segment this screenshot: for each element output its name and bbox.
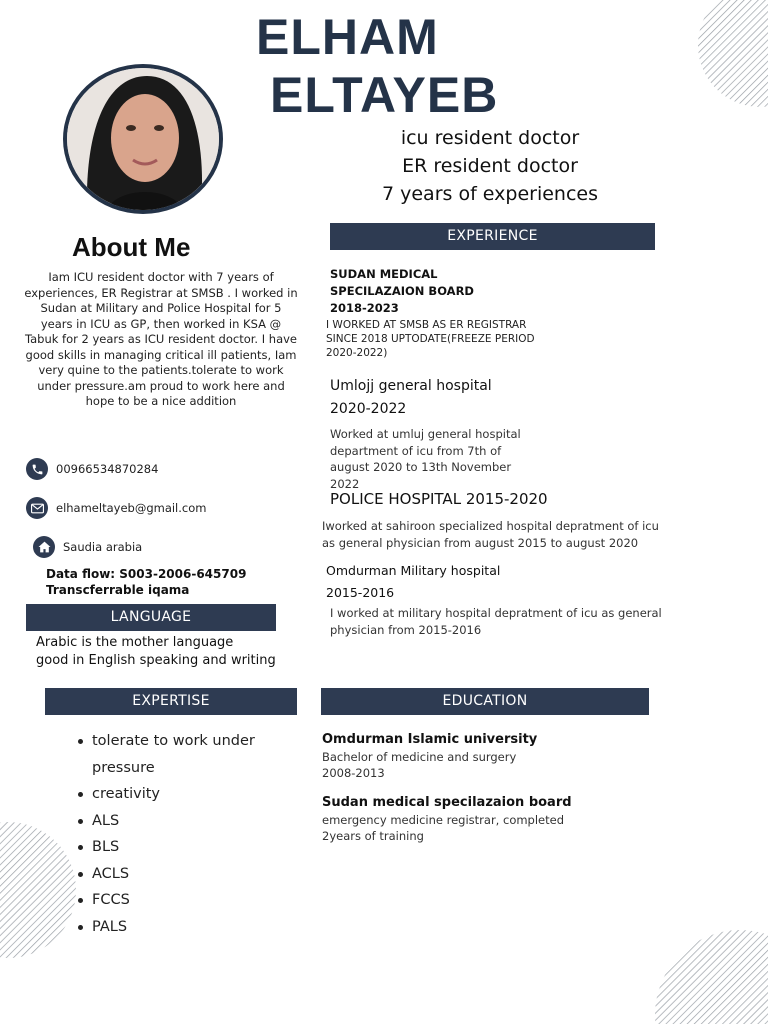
list-item: ALS xyxy=(78,808,272,835)
tagline-line-2: ER resident doctor xyxy=(402,155,578,177)
job-title: POLICE HOSPITAL 2015-2020 xyxy=(330,490,548,508)
edu-years: 2008-2013 xyxy=(322,766,385,780)
phone-number: 00966534870284 xyxy=(56,462,159,476)
language-heading: LANGUAGE xyxy=(26,604,276,631)
first-name: ELHAM xyxy=(256,9,439,65)
job-years: 2015-2016 xyxy=(326,585,395,600)
language-line-1: Arabic is the mother language xyxy=(36,635,234,650)
edu-org: Sudan medical specilazaion board xyxy=(322,795,572,810)
contact-email xyxy=(26,497,206,519)
contact-location xyxy=(33,536,142,558)
education-entry xyxy=(322,731,537,781)
list-item: FCCS xyxy=(78,887,272,914)
page-title xyxy=(256,8,498,124)
language-text xyxy=(36,634,276,670)
job-org: Omdurman Military hospital xyxy=(326,563,501,578)
list-item: PALS xyxy=(78,914,272,941)
job-smsb-desc: I WORKED AT SMSB AS ER REGISTRAR SINCE 2018 UPTODATE(FREEZE PERIOD 2020-2022) xyxy=(326,319,535,359)
about-title: About Me xyxy=(72,232,191,262)
job-military-desc: I worked at military hospital depratment of icu as general physician from 2015-2016 xyxy=(330,606,662,637)
experience-heading: EXPERIENCE xyxy=(330,223,655,250)
tagline-line-3: 7 years of experiences xyxy=(381,183,598,205)
edu-degree: Bachelor of medicine and surgery xyxy=(322,750,517,764)
home-icon xyxy=(33,536,55,558)
list-item: BLS xyxy=(78,834,272,861)
profile-photo xyxy=(63,64,223,214)
edu-desc: emergency medicine registrar, completed xyxy=(322,813,565,827)
job-org: Umlojj general hospital xyxy=(330,378,492,394)
data-flow: Data flow: S003-2006-645709 xyxy=(46,567,247,581)
job-org: SUDAN MEDICAL xyxy=(330,267,438,281)
job-umluj xyxy=(330,376,521,492)
job-police-desc: Iworked at sahiroon specialized hospital depratment of icu as general physician from august 2015 to august 2020 xyxy=(322,519,659,550)
tagline-line-1: icu resident doctor xyxy=(400,127,580,149)
expertise-list xyxy=(78,728,272,940)
edu-org: Omdurman Islamic university xyxy=(322,732,538,747)
iqama: Transcferrable iqama xyxy=(46,583,190,597)
job-desc: Worked at umluj general hospital department of icu from 7th of august 2020 to 13th November 2022 xyxy=(330,427,521,491)
decorative-circle-top-right xyxy=(690,0,768,110)
list-item: creativity xyxy=(78,781,272,808)
expertise-heading: EXPERTISE xyxy=(45,688,297,715)
education-heading: EDUCATION xyxy=(321,688,649,715)
list-item: tolerate to work under pressure xyxy=(78,728,272,781)
job-org: SPECILAZAION BOARD xyxy=(330,284,474,298)
email-address[interactable]: elhameltayeb@gmail.com xyxy=(56,501,207,515)
job-years: 2020-2022 xyxy=(330,401,407,417)
decorative-circle-bottom-right xyxy=(640,915,768,1024)
language-line-2: good in English speaking and writing xyxy=(36,653,276,668)
edu-desc: 2years of training xyxy=(322,829,424,843)
location-text: Saudia arabia xyxy=(63,540,143,554)
job-years: 2018-2023 xyxy=(330,301,399,315)
job-military xyxy=(326,562,500,602)
list-item: ACLS xyxy=(78,861,272,888)
job-smsb xyxy=(330,266,474,317)
education-entry xyxy=(322,794,572,844)
extra-info xyxy=(46,566,246,598)
about-text: Iam ICU resident doctor with 7 years of experiences, ER Registrar at SMSB . I worked in Sudan at Military and Police Hospital for 5 years in ICU as GP, then worked in KSA @ Tabuk for 2 years as ICU resident doctor. I have good skills in managing critical ill patients, Iam very quine to the patients.tolerate to work under pressure.am proud to work here and hope to be a nice addition xyxy=(24,270,298,408)
last-name: ELTAYEB xyxy=(270,67,499,123)
envelope-icon xyxy=(26,497,48,519)
job-police xyxy=(330,489,548,509)
decorative-circle-bottom-left xyxy=(0,815,80,965)
contact-phone xyxy=(26,458,158,480)
tagline xyxy=(360,124,620,208)
phone-icon xyxy=(26,458,48,480)
